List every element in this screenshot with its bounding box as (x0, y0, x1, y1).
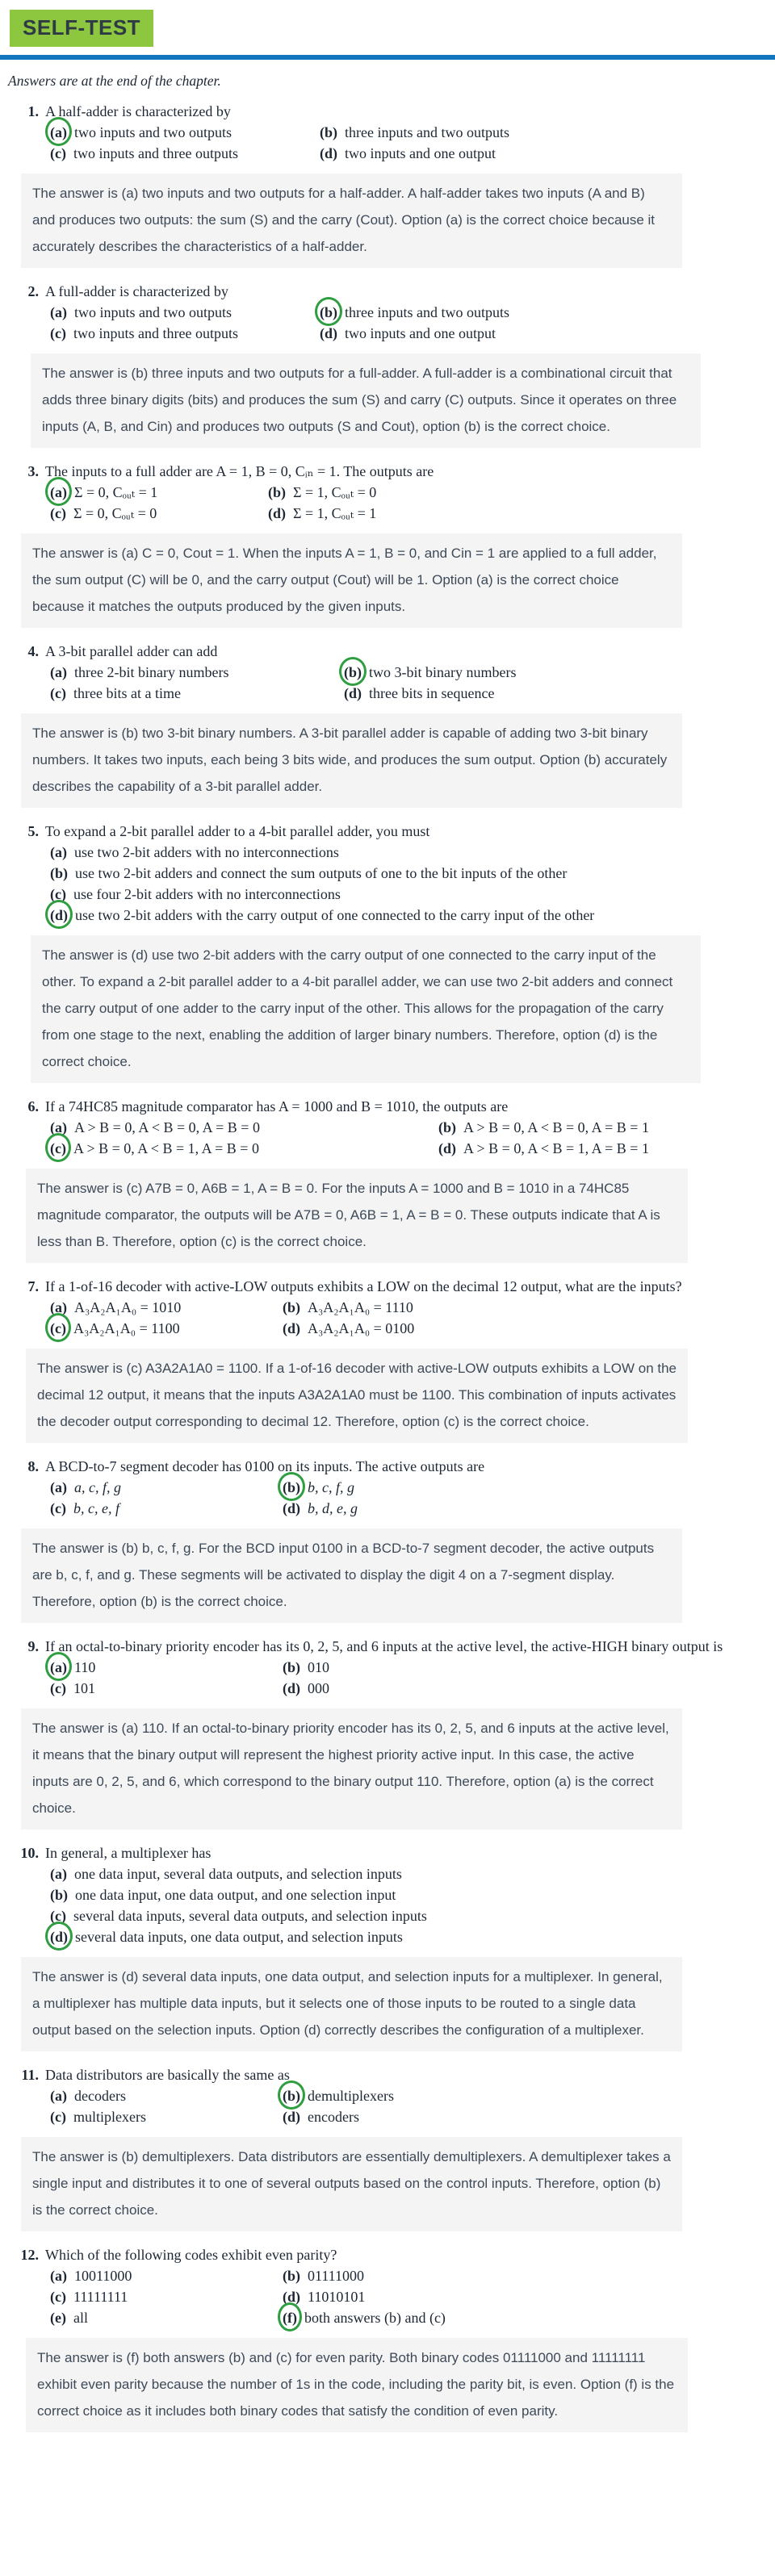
option-letter: (a) (50, 1299, 67, 1315)
option-text: 11010101 (308, 2289, 366, 2305)
option-letter: (a) (50, 2088, 67, 2104)
option-text: use two 2-bit adders and connect the sum outputs of one to the bit inputs of the other (75, 865, 568, 881)
option-text: two inputs and three outputs (73, 325, 238, 341)
question-2-option-b (320, 302, 767, 323)
question-4 (11, 641, 767, 808)
question-8-text: A BCD-to-7 segment decoder has 0100 on its inputs. The active outputs are (45, 1458, 485, 1474)
question-1-answer: The answer is (a) two inputs and two outputs for a half-adder. A half-adder takes two inputs (A and B) and produces two outputs: the sum (S) and the carry (Cout). Option (a) is the correct choice because it accurately describes the characteristics of a half-adder. (21, 174, 682, 268)
option-text: A₃A₂A₁A₀ = 1110 (308, 1299, 413, 1315)
question-9 (11, 1636, 767, 1830)
question-12 (11, 2244, 767, 2432)
option-text: A > B = 0, A < B = 0, A = B = 1 (463, 1119, 649, 1135)
question-10 (11, 1842, 767, 2051)
question-4-option-a (50, 662, 344, 683)
option-text: encoders (308, 2109, 359, 2125)
question-1-option-a (50, 122, 320, 143)
question-2-number: 2. (27, 283, 39, 299)
option-letter: (d) (438, 1140, 456, 1156)
option-text: two 3-bit binary numbers (369, 664, 517, 680)
question-9-option-b (283, 1657, 767, 1678)
question-6-option-d (438, 1138, 767, 1159)
question-7-option-c (50, 1318, 283, 1339)
option-text: Σ = 1, Cₒᵤₜ = 0 (293, 484, 377, 500)
option-text: A > B = 0, A < B = 1, A = B = 0 (73, 1140, 259, 1156)
question-11-options (50, 2085, 767, 2127)
option-text: multiplexers (73, 2109, 146, 2125)
option-text: b, d, e, g (308, 1500, 358, 1516)
question-8-number: 8. (27, 1458, 39, 1474)
question-2 (11, 281, 767, 448)
question-3 (11, 461, 767, 628)
option-text: two inputs and one output (345, 145, 496, 161)
question-8-answer: The answer is (b) b, c, f, g. For the BCD input 0100 in a BCD-to-7 segment decoder, the active outputs are b, c, f, and g. These segments will be activated to display the digit 4 on a 7-segment display. Therefore, option (b) is the correct choice. (21, 1528, 682, 1623)
answers-note: Answers are at the end of the chapter. (8, 73, 221, 89)
option-letter: (d) (344, 685, 362, 701)
question-2-option-d (320, 323, 767, 344)
option-text: 101 (73, 1680, 95, 1696)
blue-divider (0, 55, 775, 60)
option-text: 11111111 (73, 2289, 128, 2305)
option-text: demultiplexers (308, 2088, 394, 2104)
option-text: A₃A₂A₁A₀ = 0100 (308, 1320, 415, 1336)
question-6-text: If a 74HC85 magnitude comparator has A = 1000 and B = 1010, the outputs are (45, 1098, 509, 1114)
option-text: Σ = 0, Cₒᵤₜ = 0 (73, 505, 157, 521)
question-11 (11, 2064, 767, 2231)
question-10-answer: The answer is (d) several data inputs, one data output, and selection inputs for a multiplexer. In general, a multiplexer has multiple data inputs, but it selects one of those inputs to be routed to a single data output based on the selection inputs. Option (d) correctly describes the configuration of a multiplexer. (21, 1957, 682, 2051)
question-5 (11, 821, 767, 1083)
option-letter: (a) (50, 664, 67, 680)
question-6-option-a (50, 1117, 438, 1138)
question-4-answer: The answer is (b) two 3-bit binary numbers. A 3-bit parallel adder is capable of adding two 3-bit binary numbers. It takes two inputs, each being 3 bits wide, and produces the sum output. Option (b) accurately describes the capability of a 3-bit parallel adder. (21, 713, 682, 808)
option-text: a, c, f, g (74, 1479, 121, 1495)
question-5-options (50, 842, 767, 926)
option-text: all (73, 2310, 88, 2326)
option-text: A > B = 0, A < B = 1, A = B = 1 (463, 1140, 649, 1156)
option-text: one data input, several data outputs, and selection inputs (74, 1866, 402, 1882)
question-7-option-b (283, 1297, 767, 1318)
option-text: 01111000 (308, 2268, 364, 2284)
option-letter: (b) (320, 124, 337, 140)
question-10-option-c (50, 1905, 767, 1926)
question-12-option-a (50, 2265, 283, 2286)
option-text: b, c, e, f (73, 1500, 119, 1516)
question-11-answer: The answer is (b) demultiplexers. Data distributors are essentially demultiplexers. A demultiplexer takes a single input and distributes it to one of several outputs based on the control inputs. Therefore, option (b) is the correct choice. (21, 2137, 682, 2231)
question-1-option-d (320, 143, 767, 164)
question-5-answer: The answer is (d) use two 2-bit adders with the carry output of one connected to the carry input of the other. To expand a 2-bit parallel adder to a 4-bit parallel adder, we can use two 2-bit adders and connect the carry output of one adder to the carry input of the other. This allows for the propagation of the carry from one stage to the next, enabling the addition of larger binary numbers. Therefore, option (d) is the correct choice. (31, 935, 701, 1083)
question-5-number: 5. (27, 823, 39, 839)
question-3-options (50, 482, 767, 524)
option-letter: (c) (50, 2109, 66, 2125)
question-1-text: A half-adder is characterized by (45, 103, 231, 119)
option-letter: (d) (283, 2289, 300, 2305)
question-4-option-d (344, 683, 767, 704)
option-text: 10011000 (74, 2268, 132, 2284)
option-letter: (b) (283, 1299, 300, 1315)
option-text: 000 (308, 1680, 329, 1696)
question-3-answer: The answer is (a) C = 0, Cout = 1. When the inputs A = 1, B = 0, and Cin = 1 are applied to a full adder, the sum output (C) will be 0, and the carry output (Cout) will be 1. Option (a) is the correct choice because it matches the outputs produced by the given inputs. (21, 533, 682, 628)
option-text: decoders (74, 2088, 126, 2104)
option-text: two inputs and two outputs (74, 304, 232, 320)
question-7-option-d (283, 1318, 767, 1339)
question-5-option-c (50, 884, 767, 905)
correct-answer-circle: (f) (283, 2307, 297, 2328)
question-5-option-d (50, 905, 767, 926)
question-1-number: 1. (27, 103, 39, 119)
option-letter: (c) (50, 2289, 66, 2305)
question-3-option-d (268, 503, 767, 524)
option-text: three inputs and two outputs (345, 304, 509, 320)
option-letter: (d) (283, 1500, 300, 1516)
question-9-answer: The answer is (a) 110. If an octal-to-binary priority encoder has its 0, 2, 5, and 6 inputs at the active level, it means that the binary output will represent the highest priority active input. In this case, the active inputs are 0, 2, 5, and 6, which correspond to the binary output 110. Therefore, option (a) is the correct choice. (21, 1708, 682, 1830)
question-11-option-a (50, 2085, 283, 2106)
option-letter: (d) (283, 2109, 300, 2125)
question-6-option-c (50, 1138, 438, 1159)
option-text: several data inputs, several data outputs, and selection inputs (73, 1908, 427, 1924)
question-9-number: 9. (27, 1638, 39, 1654)
question-11-option-b (283, 2085, 767, 2106)
question-2-option-a (50, 302, 320, 323)
correct-answer-circle: (a) (50, 482, 67, 503)
option-letter: (c) (50, 685, 66, 701)
question-4-options (50, 662, 767, 704)
question-9-option-c (50, 1678, 283, 1699)
option-text: several data inputs, one data output, and selection inputs (75, 1929, 403, 1945)
option-letter: (d) (320, 325, 337, 341)
question-9-option-d (283, 1678, 767, 1699)
correct-answer-circle: (d) (50, 905, 68, 926)
option-letter: (c) (50, 886, 66, 902)
question-7-number: 7. (27, 1278, 39, 1294)
question-11-option-d (283, 2106, 767, 2127)
question-9-option-a (50, 1657, 283, 1678)
option-text: use two 2-bit adders with no interconnections (74, 844, 339, 860)
question-1-options (50, 122, 767, 164)
option-text: three inputs and two outputs (345, 124, 509, 140)
question-4-text: A 3-bit parallel adder can add (45, 643, 218, 659)
question-4-option-c (50, 683, 344, 704)
option-text: A > B = 0, A < B = 0, A = B = 0 (74, 1119, 260, 1135)
question-12-number: 12. (20, 2247, 39, 2263)
question-2-text: A full-adder is characterized by (45, 283, 228, 299)
option-letter: (b) (50, 865, 68, 881)
option-letter: (c) (50, 325, 66, 341)
correct-answer-circle: (c) (50, 1138, 66, 1159)
question-5-option-b (50, 863, 767, 884)
option-letter: (a) (50, 844, 67, 860)
question-3-number: 3. (27, 463, 39, 479)
option-letter: (b) (50, 1887, 68, 1903)
question-6-options (50, 1117, 767, 1159)
question-1-option-c (50, 143, 320, 164)
question-3-text: The inputs to a full adder are A = 1, B = 0, Cᵢₙ = 1. The outputs are (45, 463, 434, 479)
question-12-option-f (283, 2307, 767, 2328)
question-10-options (50, 1863, 767, 1947)
question-8-option-b (283, 1477, 767, 1498)
option-letter: (c) (50, 1680, 66, 1696)
correct-answer-circle: (b) (283, 2085, 300, 2106)
question-12-answer: The answer is (f) both answers (b) and (c) for even parity. Both binary codes 01111000 and 11111111 exhibit even parity because the number of 1s in the code, including the parity bit, is even. Option (f) is the correct choice as it includes both binary codes that satisfy the condition of even parity. (26, 2338, 688, 2432)
option-text: two inputs and two outputs (74, 124, 232, 140)
option-text: Σ = 0, Cₒᵤₜ = 1 (74, 484, 158, 500)
option-text: b, c, f, g (308, 1479, 354, 1495)
option-letter: (b) (283, 2268, 300, 2284)
option-letter: (d) (268, 505, 286, 521)
question-4-option-b (344, 662, 767, 683)
option-text: three bits in sequence (369, 685, 495, 701)
question-3-option-b (268, 482, 767, 503)
question-10-option-a (50, 1863, 767, 1884)
question-3-option-c (50, 503, 268, 524)
option-text: 110 (74, 1659, 96, 1675)
option-letter: (a) (50, 1479, 67, 1495)
question-10-number: 10. (20, 1845, 39, 1861)
question-9-text: If an octal-to-binary priority encoder has its 0, 2, 5, and 6 inputs at the active level, the active-HIGH binary output is (45, 1638, 723, 1654)
question-8-options (50, 1477, 767, 1519)
option-letter: (b) (283, 1659, 300, 1675)
option-text: use two 2-bit adders with the carry output of one connected to the carry input of the other (75, 907, 595, 923)
option-letter: (a) (50, 1866, 67, 1882)
question-3-option-a (50, 482, 268, 503)
option-text: A₃A₂A₁A₀ = 1100 (73, 1320, 180, 1336)
option-text: A₃A₂A₁A₀ = 1010 (74, 1299, 182, 1315)
option-letter: (c) (50, 1500, 66, 1516)
option-text: 010 (308, 1659, 329, 1675)
question-6-option-b (438, 1117, 767, 1138)
question-4-number: 4. (27, 643, 39, 659)
option-text: three 2-bit binary numbers (74, 664, 229, 680)
option-text: three bits at a time (73, 685, 181, 701)
question-9-options (50, 1657, 767, 1699)
correct-answer-circle: (a) (50, 1657, 67, 1678)
question-2-option-c (50, 323, 320, 344)
question-11-text: Data distributors are basically the same as (45, 2067, 290, 2083)
correct-answer-circle: (b) (283, 1477, 300, 1498)
option-letter: (a) (50, 304, 67, 320)
question-12-text: Which of the following codes exhibit even parity? (45, 2247, 337, 2263)
question-2-options (50, 302, 767, 344)
correct-answer-circle: (a) (50, 122, 67, 143)
option-letter: (e) (50, 2310, 66, 2326)
question-8-option-c (50, 1498, 283, 1519)
question-2-answer: The answer is (b) three inputs and two outputs for a full-adder. A full-adder is a combinational circuit that adds three binary digits (bits) and produces the sum (S) and carry (C) outputs. Since it operates on three inputs (A, B, and Cin) and produces two outputs (S and Cout), option (b) is the correct choice. (31, 353, 701, 448)
question-7-options (50, 1297, 767, 1339)
option-letter: (c) (50, 145, 66, 161)
question-11-number: 11. (21, 2067, 39, 2083)
option-letter: (d) (283, 1320, 300, 1336)
question-12-option-d (283, 2286, 767, 2307)
option-text: two inputs and three outputs (73, 145, 238, 161)
option-text: use four 2-bit adders with no interconnections (73, 886, 341, 902)
question-10-option-b (50, 1884, 767, 1905)
page-header (0, 0, 775, 90)
question-7-option-a (50, 1297, 283, 1318)
option-letter: (b) (268, 484, 286, 500)
question-5-option-a (50, 842, 767, 863)
option-letter: (a) (50, 1119, 67, 1135)
option-text: two inputs and one output (345, 325, 496, 341)
question-8-option-a (50, 1477, 283, 1498)
question-12-option-b (283, 2265, 767, 2286)
question-12-option-e (50, 2307, 283, 2328)
question-7-answer: The answer is (c) A3A2A1A0 = 1100. If a 1-of-16 decoder with active-LOW outputs exhibits a LOW on the decimal 12 output, it means that the inputs A3A2A1A0 must be 1100. This combination of inputs activates the decoder output corresponding to decimal 12. Therefore, option (c) is the correct choice. (26, 1349, 688, 1443)
question-1-option-b (320, 122, 767, 143)
question-12-option-c (50, 2286, 283, 2307)
question-6-answer: The answer is (c) A7B = 0, A6B = 1, A = B = 0. For the inputs A = 1000 and B = 1010 in a 74HC85 magnitude comparator, the outputs will be A7B = 0, A6B = 1, A = B = 0. These outputs indicate that A is less than B. Therefore, option (c) is the correct choice. (26, 1169, 688, 1263)
question-10-text: In general, a multiplexer has (45, 1845, 212, 1861)
question-12-options (50, 2265, 767, 2328)
option-letter: (b) (438, 1119, 456, 1135)
question-8 (11, 1456, 767, 1623)
option-letter: (a) (50, 2268, 67, 2284)
option-text: one data input, one data output, and one selection input (75, 1887, 396, 1903)
question-7 (11, 1276, 767, 1443)
option-letter: (d) (320, 145, 337, 161)
question-10-option-d (50, 1926, 767, 1947)
self-test-badge: SELF-TEST (10, 10, 153, 47)
correct-answer-circle: (d) (50, 1926, 68, 1947)
correct-answer-circle: (b) (320, 302, 337, 323)
option-text: Σ = 1, Cₒᵤₜ = 1 (293, 505, 377, 521)
question-11-option-c (50, 2106, 283, 2127)
question-7-text: If a 1-of-16 decoder with active-LOW outputs exhibits a LOW on the decimal 12 output, what are the inputs? (45, 1278, 682, 1294)
correct-answer-circle: (c) (50, 1318, 66, 1339)
option-text: both answers (b) and (c) (304, 2310, 446, 2326)
question-5-text: To expand a 2-bit parallel adder to a 4-bit parallel adder, you must (45, 823, 430, 839)
option-letter: (d) (283, 1680, 300, 1696)
question-6-number: 6. (27, 1098, 39, 1114)
question-6 (11, 1096, 767, 1263)
question-1 (11, 101, 767, 268)
question-8-option-d (283, 1498, 767, 1519)
option-letter: (c) (50, 1908, 66, 1924)
option-letter: (c) (50, 505, 66, 521)
correct-answer-circle: (b) (344, 662, 362, 683)
